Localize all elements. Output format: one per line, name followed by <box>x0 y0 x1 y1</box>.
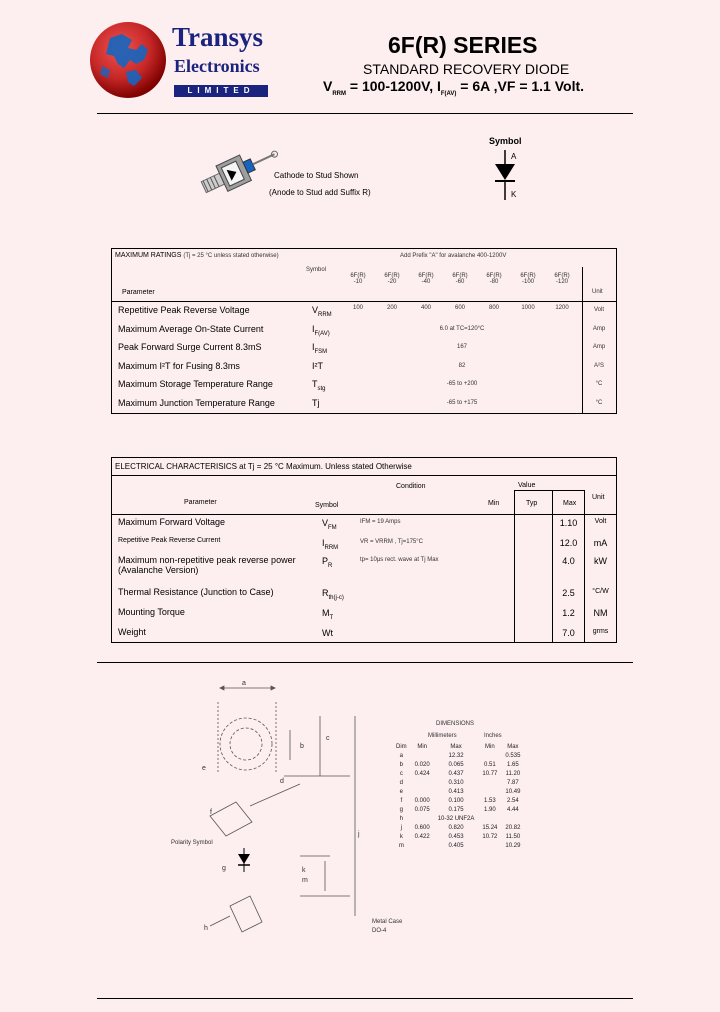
part-number: 6F(R) -20 <box>384 273 400 285</box>
dim-cell: 0.424 <box>414 770 430 777</box>
dim-row <box>392 823 524 832</box>
dim-cell: 7.87 <box>507 779 519 786</box>
electrical-symbol: Wt <box>322 628 333 638</box>
dim-cell: b <box>399 761 403 768</box>
dim-label-k: k <box>302 867 306 874</box>
ec-title: ELECTRICAL CHARACTERISICS at Tj = 25 °C Maximum. Unless stated Otherwise <box>115 462 412 471</box>
electrical-row <box>112 605 616 625</box>
dim-cell: 0.310 <box>448 779 464 786</box>
mr-symbol-header: Symbol <box>306 267 327 273</box>
electrical-row <box>112 585 616 605</box>
rating-param: Repetitive Peak Reverse Voltage <box>118 305 250 315</box>
mr-param-header: Parameter <box>122 289 155 296</box>
package-caption-1: Cathode to Stud Shown <box>274 171 359 180</box>
electrical-unit: NM <box>593 608 608 618</box>
rating-value: 600 <box>454 305 465 311</box>
header-divider <box>97 113 633 114</box>
dim-cell: k <box>399 833 403 840</box>
dim-label-j: j <box>358 831 360 838</box>
rating-param: Maximum Average On-State Current <box>118 323 264 334</box>
dim-cell: 0.413 <box>448 788 464 795</box>
dim-cell: 0.100 <box>448 797 464 804</box>
diode-symbol <box>490 150 530 206</box>
dim-cell: g <box>399 806 403 813</box>
electrical-box <box>111 457 617 643</box>
dim-cell: 0.405 <box>448 842 464 849</box>
max-ratings-title: MAXIMUM RATINGS <box>115 252 182 259</box>
electrical-unit: °C/W <box>592 588 609 595</box>
electrical-unit: kW <box>594 556 607 566</box>
rating-row <box>112 321 616 339</box>
rating-value: -65 to +175 <box>446 399 478 406</box>
electrical-param: Weight <box>118 627 146 637</box>
page-title: 6F(R) SERIES <box>388 32 538 58</box>
rating-value: 6.0 at TC=120°C <box>439 325 485 332</box>
dim-cell <box>411 751 434 760</box>
ec-unit-header: Unit <box>592 494 605 501</box>
dim-row <box>392 760 524 769</box>
dim-row <box>392 787 524 796</box>
dim-label-d: d <box>280 778 284 785</box>
part-number: 6F(R) -120 <box>554 273 570 285</box>
rating-value: 400 <box>420 305 431 311</box>
dim-cell <box>478 787 501 796</box>
electrical-max: 4.0 <box>562 556 575 566</box>
dim-cell: c <box>399 770 403 777</box>
dim-cell <box>411 814 434 823</box>
footer-divider <box>97 998 633 999</box>
dim-cell: 11.50 <box>505 833 521 840</box>
polarity-label: Polarity Symbol <box>171 840 213 846</box>
dim-cell: 1.53 <box>484 797 496 804</box>
rating-unit: °C <box>595 381 603 387</box>
dim-cell: 1.90 <box>484 806 496 813</box>
rating-symbol: $T_{stg}$ <box>312 379 326 392</box>
electrical-symbol: $M_T$ <box>322 608 334 621</box>
dim-cell: 0.065 <box>448 761 464 768</box>
electrical-row <box>112 625 616 645</box>
limited-banner <box>174 85 268 97</box>
part-number: 6F(R) -80 <box>486 273 502 285</box>
rating-symbol: I²T <box>312 360 323 371</box>
electrical-row <box>112 553 616 585</box>
dim-cell: 15.24 <box>482 824 498 831</box>
dim-cell: a <box>399 752 403 759</box>
dim-cell: 0.020 <box>414 761 430 768</box>
rating-symbol: $V_{RRM}$ <box>312 305 332 318</box>
electrical-symbol: $V_{FM}$ <box>322 518 337 531</box>
dim-cell: 0.820 <box>448 824 464 831</box>
rating-value: 200 <box>386 305 397 311</box>
dim-cell: m <box>398 842 404 849</box>
rating-param: Maximum I²T for Fusing 8.3ms <box>118 360 240 371</box>
dim-cell: 10.29 <box>505 842 521 849</box>
dim-cell: 2.54 <box>507 797 519 804</box>
rating-row <box>112 339 616 357</box>
ec-symbol-header: Symbol <box>315 502 339 509</box>
rating-row <box>112 376 616 394</box>
rating-unit: Volt <box>593 307 604 313</box>
rating-value: 167 <box>456 344 467 350</box>
rating-symbol: $I_{F(AV)}$ <box>312 323 330 337</box>
symbol-label: Symbol <box>489 136 522 146</box>
dim-row <box>392 769 524 778</box>
dimensions-in-header: Inches <box>484 733 502 739</box>
rating-param: Maximum Storage Temperature Range <box>118 379 273 389</box>
electrical-max: 7.0 <box>562 628 575 638</box>
dim-cell: 0.175 <box>448 806 464 813</box>
dim-cell <box>478 841 501 850</box>
electrical-symbol: $P_R$ <box>322 556 333 569</box>
outline-drawing <box>180 676 380 946</box>
electrical-max: 2.5 <box>562 588 575 598</box>
dim-cell: 0.000 <box>414 797 430 804</box>
dim-row <box>392 841 524 850</box>
rating-row <box>112 358 616 376</box>
company-subname: Electronics <box>174 56 260 76</box>
globe-icon <box>88 20 170 102</box>
dim-cell: 12.32 <box>448 752 464 759</box>
dimensions-mm-header: Millimeters <box>428 733 457 739</box>
mr-unit-header: Unit <box>592 289 603 295</box>
rating-param: Peak Forward Surge Current 8.3mS <box>118 342 262 352</box>
dim-col-header: Max <box>507 743 519 750</box>
cathode-label: K <box>511 190 517 199</box>
dim-cell <box>411 787 434 796</box>
dim-cell <box>501 814 524 823</box>
avalanche-note: Add Prefix "A" for avalanche 400-1200V <box>400 253 507 259</box>
electrical-symbol: $R_{th(j-c)}$ <box>322 588 344 601</box>
dim-cell: 0.535 <box>505 752 521 759</box>
dim-row <box>392 814 524 823</box>
electrical-unit: Volt <box>594 518 607 525</box>
max-ratings-box <box>111 248 617 414</box>
dim-label-e: e <box>202 765 206 772</box>
rating-value: 800 <box>488 305 499 311</box>
electrical-row <box>112 535 616 553</box>
electrical-condition: IFM = 19 Amps <box>360 519 401 525</box>
dim-cell: 4.44 <box>507 806 519 813</box>
dim-cell <box>478 814 501 823</box>
dim-label-g: g <box>222 865 226 872</box>
electrical-param: Thermal Resistance (Junction to Case) <box>118 587 274 597</box>
electrical-max: 1.2 <box>562 608 575 618</box>
package-image <box>186 126 286 216</box>
diode-icon <box>490 150 530 206</box>
dim-cell: 10.72 <box>482 833 498 840</box>
rating-value: 100 <box>352 305 363 311</box>
rating-param: Maximum Junction Temperature Range <box>118 397 275 408</box>
dim-label-f: f <box>210 809 212 816</box>
dim-cell: 10-32 UNF2A <box>437 815 475 822</box>
dim-cell: 0.437 <box>448 770 464 777</box>
mr-part-numbers <box>342 273 582 293</box>
dim-cell <box>411 778 434 787</box>
rating-value: -65 to +200 <box>446 381 478 387</box>
ec-condition-header: Condition <box>396 483 426 490</box>
ec-min-header: Min <box>488 500 500 507</box>
dim-cell: 1.65 <box>507 761 519 768</box>
dim-row <box>392 832 524 841</box>
max-ratings-condition: (Tj = 25 °C unless stated otherwise) <box>183 253 279 259</box>
dim-row <box>392 796 524 805</box>
rating-symbol: $I_{FSM}$ <box>312 342 328 355</box>
dim-cell: 0.422 <box>414 833 430 840</box>
package-caption-2: (Anode to Stud add Suffix R) <box>269 188 371 197</box>
dim-cell: 20.82 <box>505 824 521 831</box>
dim-col-header: Min <box>417 743 428 750</box>
dim-label-m: m <box>302 877 308 884</box>
dim-label-b: b <box>300 743 304 750</box>
section-divider <box>97 662 633 663</box>
dim-cell: 0.453 <box>448 833 464 840</box>
outline-svg <box>180 676 380 946</box>
electrical-param: Maximum Forward Voltage <box>118 517 226 527</box>
dim-cell: 0.075 <box>414 806 430 813</box>
dim-cell: 10.77 <box>482 770 498 777</box>
page-subtitle: STANDARD RECOVERY DIODE <box>363 61 570 77</box>
ec-value-header: Value <box>518 482 536 489</box>
rating-value: 1000 <box>521 305 535 311</box>
rating-value: 1200 <box>555 305 569 311</box>
dim-cell <box>478 778 501 787</box>
dim-row <box>392 751 524 760</box>
dim-cell: j <box>400 824 402 831</box>
dim-cell: 10.49 <box>505 788 521 795</box>
ec-param-header: Parameter <box>184 499 217 506</box>
rating-unit: Amp <box>592 325 606 332</box>
electrical-symbol: $I_{RRM}$ <box>322 538 339 551</box>
dim-cell: f <box>400 797 403 804</box>
spec-line: $V_{RRM} = 100-1200V$, $I_{F(AV)} = 6A$ ,VF = 1.1 Volt. <box>323 78 585 97</box>
case-label-1: Metal Case <box>372 919 403 925</box>
rating-row <box>112 395 616 413</box>
electrical-param: Mounting Torque <box>118 607 185 617</box>
dimensions-title: DIMENSIONS <box>436 721 475 727</box>
dim-col-header: Max <box>450 743 462 750</box>
dim-label-h: h <box>204 925 208 932</box>
rating-unit: °C <box>595 399 603 406</box>
rating-row <box>112 302 616 320</box>
part-number: 6F(R) -60 <box>452 273 468 285</box>
limited-label: LIMITED <box>187 86 255 95</box>
electrical-param: Maximum non-repetitive peak reverse power (Avalanche Version) <box>118 555 296 575</box>
electrical-max: 1.10 <box>559 518 578 528</box>
max-ratings-title-row <box>115 252 279 259</box>
dim-cell <box>478 751 501 760</box>
electrical-param: Repetitive Peak Reverse Current <box>118 537 221 544</box>
electrical-row <box>112 515 616 535</box>
dim-cell: 0.51 <box>484 761 496 768</box>
dim-col-header: Min <box>485 743 495 750</box>
dim-label-c: c <box>326 735 330 742</box>
ec-max-header: Max <box>563 500 577 507</box>
electrical-unit: mA <box>593 538 608 548</box>
dim-col-header: Dim <box>396 743 407 750</box>
company-logo <box>88 20 278 102</box>
dim-cell <box>411 841 434 850</box>
dim-row <box>392 805 524 814</box>
electrical-unit: grms <box>592 628 609 635</box>
part-number: 6F(R) -40 <box>418 273 434 285</box>
rating-unit: A²S <box>593 362 604 369</box>
part-number: 6F(R) -10 <box>350 273 366 285</box>
rating-value: 82 <box>458 362 466 369</box>
electrical-max: 12.0 <box>559 538 578 548</box>
electrical-condition: tp= 10μs rect. wave at Tj Max <box>360 557 439 563</box>
case-label-2: DO-4 <box>372 928 387 934</box>
dim-cell: h <box>399 815 403 822</box>
dim-row <box>392 778 524 787</box>
dim-cell: d <box>399 779 403 786</box>
dim-cell: 11.20 <box>505 770 521 777</box>
dim-cell: e <box>399 788 403 795</box>
rating-symbol: Tj <box>312 397 320 408</box>
rating-unit: Amp <box>592 344 606 350</box>
ec-typ-header: Typ <box>526 500 538 507</box>
part-number: 6F(R) -100 <box>520 273 536 285</box>
dim-cell: 0.600 <box>414 824 430 831</box>
dim-label-a: a <box>242 680 246 687</box>
dimensions-table <box>392 742 524 850</box>
anode-label: A <box>511 152 517 161</box>
company-name: Transys <box>172 22 264 52</box>
electrical-condition: VR = VRRM , Tj=175°C <box>360 539 423 545</box>
